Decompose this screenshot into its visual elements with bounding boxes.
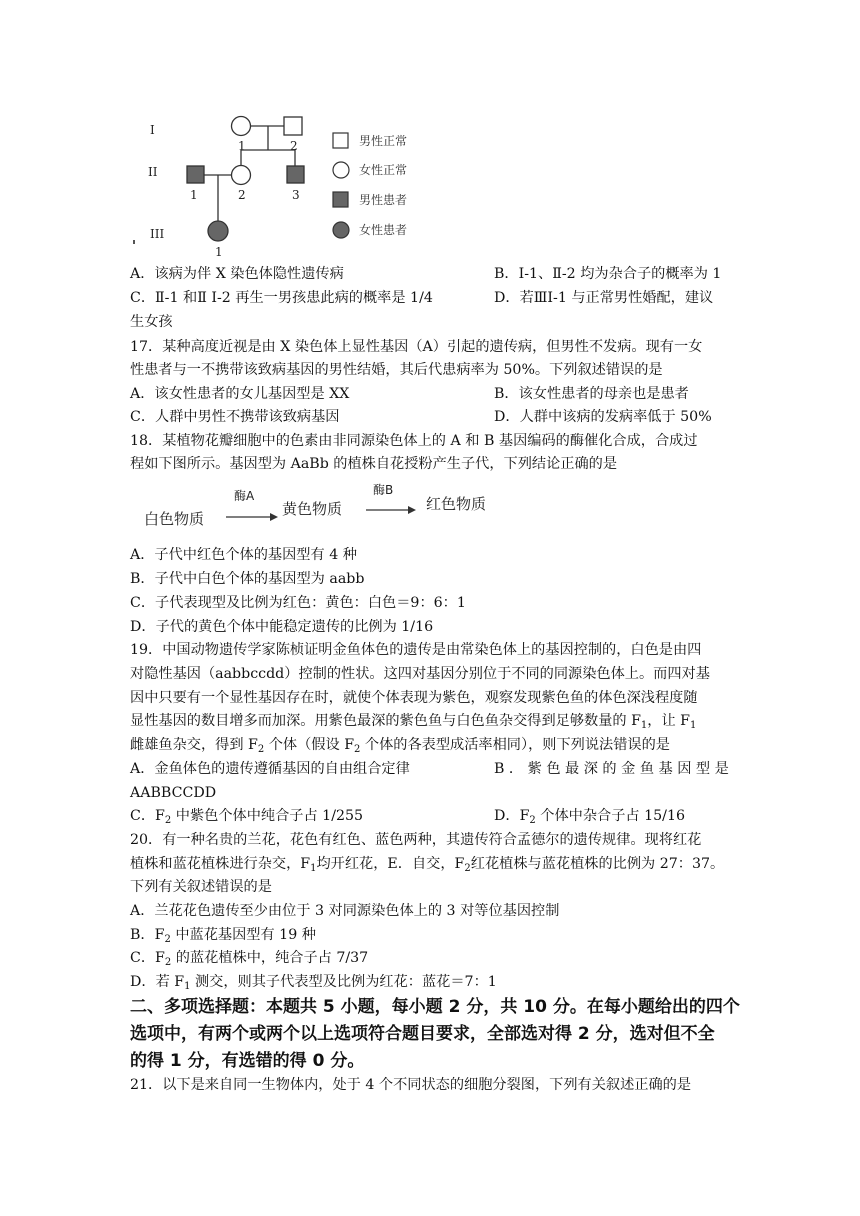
flow-yellow-substance: 黄色物质: [282, 500, 343, 518]
section2-heading-line3: 的得 1 分，有选错的得 0 分。: [130, 1051, 365, 1071]
section2-heading-line1: 二、多项选择题：本题共 5 小题，每小题 2 分，共 10 分。在每小题给出的四个: [130, 997, 740, 1017]
gen-label-III: III: [150, 227, 165, 241]
q20-stem-line2: 植株和蓝花植株进行杂交，$F_1$均开红花，E．自交，$F_2$红花植株与蓝花植株的比例为 27：37。: [130, 856, 725, 874]
arrow-2-icon: [408, 506, 416, 514]
q16-option-d: D．若ⅢI-1 与正常男性婚配，建议: [494, 290, 714, 306]
q20-option-c: C．$F_2$ 的蓝花植株中，纯合子占 7/37: [130, 950, 369, 968]
q19-option-a: A．金鱼体色的遗传遵循基因的自由组合定律: [130, 761, 410, 777]
q20-stem-line3: 下列有关叙述错误的是: [130, 879, 272, 895]
section2-heading-line2: 选项中，有两个或两个以上选项符合题目要求，全部选对得 2 分，选对但不全: [130, 1024, 715, 1044]
q17-option-b: B．该女性患者的母亲也是患者: [494, 386, 689, 402]
q19-stem-line4: 显性基因的数目增多而加深。用紫色最深的紫色鱼与白色鱼杂交得到足够数量的 $F_1$，让 $F_1$: [130, 713, 697, 731]
q20-option-b: B．$F_2$ 中蓝花基因型有 19 种: [130, 927, 316, 945]
q19-stem-line5: 雌雄鱼杂交，得到 $F_2$ 个体（假设 $F_2$ 个体的各表型成活率相同），则下列说法错误的是: [130, 737, 670, 755]
pigment-pathway-diagram: [0, 0, 520, 540]
q16-option-c: C．Ⅱ-1 和Ⅱ I-2 再生一男孩患此病的概率是 1/4: [130, 290, 433, 306]
q17-option-d: D．人群中该病的发病率低于 50%: [494, 409, 712, 425]
flow-enzyme-a: 酶A: [234, 489, 255, 503]
gen-label-II: II: [148, 165, 158, 179]
q18-option-a: A．子代中红色个体的基因型有 4 种: [130, 547, 357, 563]
q20-option-d: D．若 $F_1$ 测交，则其子代表型及比例为红花：蓝花＝7：1: [130, 974, 497, 992]
q18-stem-line1: 18．某植物花瓣细胞中的色素由非同源染色体上的 A 和 B 基因编码的酶催化合成，合成过: [130, 433, 698, 449]
flow-red-substance: 红色物质: [426, 495, 487, 513]
q19-option-b-cont: AABBCCDD: [130, 785, 217, 801]
q17-stem-line2: 性患者与一不携带该致病基因的男性结婚，其后代患病率为 50%。下列叙述错误的是: [130, 362, 663, 378]
legend-affected-male: 男性患者: [359, 193, 408, 207]
III-1-label: 1: [215, 245, 223, 259]
legend-normal-male: 男性正常: [359, 134, 408, 148]
q20-stem-line1: 20．有一种名贵的兰花，花色有红色、蓝色两种，其遗传符合孟德尔的遗传规律。现将红花: [130, 832, 702, 848]
q17-option-c: C．人群中男性不携带该致病基因: [130, 409, 340, 425]
legend-normal-female: 女性正常: [359, 163, 408, 177]
flow-enzyme-b: 酶B: [373, 483, 394, 497]
II-2-label: 2: [238, 188, 246, 202]
q19-stem-line1: 19．中国动物遗传学家陈桢证明金鱼体色的遗传是由常染色体上的基因控制的，白色是由四: [130, 642, 702, 658]
I-1-label: 1: [238, 139, 246, 153]
gen-label-I: I: [150, 123, 155, 137]
q17-option-a: A．该女性患者的女儿基因型是 XX: [130, 386, 350, 402]
q19-option-b: B ． 紫 色 最 深 的 金 鱼 基 因 型 是: [494, 761, 729, 777]
q19-option-d: D．$F_2$ 个体中杂合子占 15/16: [494, 808, 686, 826]
q16-option-a: A．该病为伴 X 染色体隐性遗传病: [130, 266, 344, 282]
q16-option-b: B．I-1、Ⅱ-2 均为杂合子的概率为 1: [494, 266, 722, 282]
q19-stem-line2: 对隐性基因（aabbccdd）控制的性状。这四对基因分别位于不同的同源染色体上。而四对基: [130, 666, 710, 682]
q19-stem-line3: 因中只要有一个显性基因存在时，就使个体表现为紫色，观察发现紫色鱼的体色深浅程度随: [130, 690, 698, 706]
I-2-label: 2: [290, 139, 298, 153]
q18-stem-line2: 程如下图所示。基因型为 AaBb 的植株自花授粉产生子代，下列结论正确的是: [130, 456, 618, 472]
q17-stem-line1: 17．某种高度近视是由 X 染色体上显性基因（A）引起的遗传病，但男性不发病。现有一女: [130, 339, 703, 355]
II-1-label: 1: [190, 188, 198, 202]
q16-option-d-cont: 生女孩: [130, 314, 173, 330]
II-3-label: 3: [292, 188, 300, 202]
q21-stem: 21．以下是来自同一生物体内，处于 4 个不同状态的细胞分裂图，下列有关叙述正确的是: [130, 1077, 692, 1093]
legend-affected-female: 女性患者: [359, 223, 408, 237]
flow-white-substance: 白色物质: [144, 510, 205, 528]
q18-option-d: D．子代的黄色个体中能稳定遗传的比例为 1/16: [130, 619, 434, 635]
q18-option-b: B．子代中白色个体的基因型为 aabb: [130, 571, 365, 587]
arrow-1-icon: [270, 513, 278, 521]
q18-option-c: C．子代表现型及比例为红色：黄色：白色＝9：6：1: [130, 595, 466, 611]
q19-option-c: C．$F_2$ 中紫色个体中纯合子占 1/255: [130, 808, 364, 826]
q20-option-a: A．兰花花色遗传至少由位于 3 对同源染色体上的 3 对等位基因控制: [130, 903, 560, 919]
